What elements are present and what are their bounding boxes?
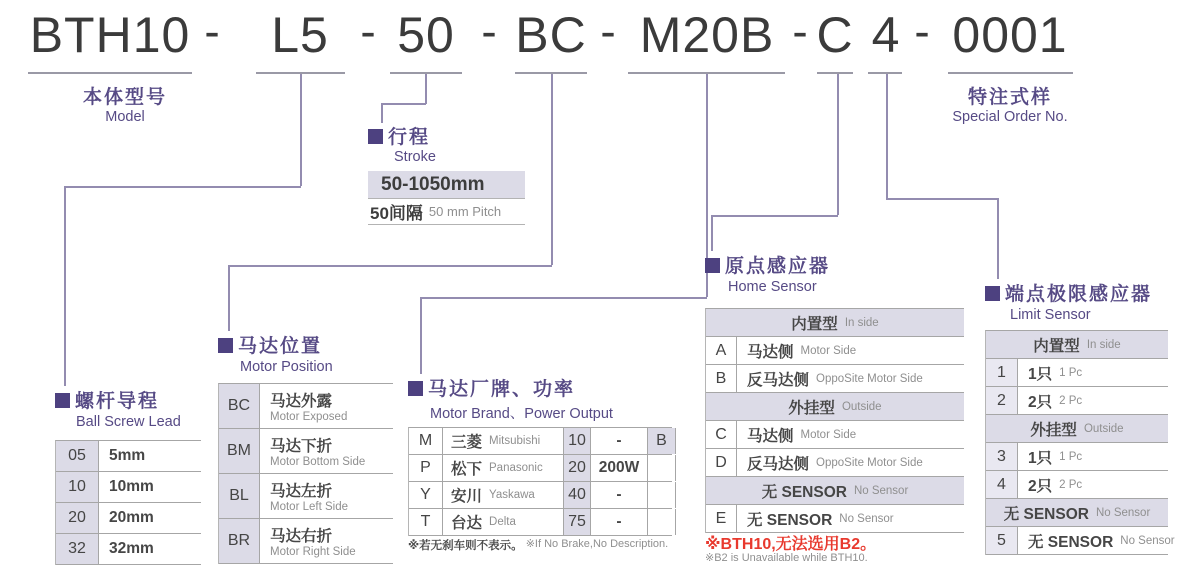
lead-value: 10mm bbox=[109, 478, 154, 495]
position-en: Motor Bottom Side bbox=[270, 456, 366, 468]
position-en: Motor Exposed bbox=[270, 411, 348, 423]
home-sensor-note-red: ※BTH10,无法选用B2。 bbox=[705, 536, 877, 553]
model-label-en: Model bbox=[105, 109, 145, 125]
home-sensor-table bbox=[705, 308, 964, 533]
table-row bbox=[219, 429, 393, 474]
motor-position-table bbox=[218, 383, 393, 564]
motor-position-title bbox=[218, 331, 322, 358]
sensor-en: No Sensor bbox=[1120, 534, 1175, 547]
position-en: Motor Left Side bbox=[270, 501, 348, 513]
ball-screw-lead-title-zh: 螺杆导程 bbox=[75, 391, 160, 412]
connector-limit-sensor bbox=[886, 74, 888, 198]
underline-limit-sensor bbox=[868, 72, 902, 74]
code-dash: - bbox=[204, 5, 220, 57]
position-code: BM bbox=[219, 429, 260, 473]
power-value: - bbox=[616, 432, 622, 449]
code-dash: - bbox=[914, 5, 930, 57]
motor-brand-footnote bbox=[408, 537, 668, 553]
code-dash: - bbox=[360, 5, 376, 57]
table-row bbox=[986, 359, 1168, 387]
sensor-zh: 1只 bbox=[1028, 449, 1053, 467]
lead-value: 32mm bbox=[109, 540, 154, 557]
brand-en: Mitsubishi bbox=[489, 435, 541, 447]
table-row bbox=[706, 505, 964, 533]
sensor-zh: 马达侧 bbox=[747, 427, 794, 445]
code-segment-lead: L5 bbox=[271, 7, 329, 63]
limit-sensor-title bbox=[985, 279, 1152, 306]
lead-code: 10 bbox=[56, 472, 99, 502]
table-row bbox=[56, 503, 201, 534]
sensor-code: 5 bbox=[986, 527, 1018, 554]
sensor-en: No Sensor bbox=[839, 512, 894, 525]
connector-lead bbox=[300, 74, 302, 186]
underline-home-sensor bbox=[817, 72, 853, 74]
sensor-code: D bbox=[706, 449, 737, 476]
position-en: Motor Right Side bbox=[270, 546, 356, 558]
footnote-zh: ※若无刹车则不表示。 bbox=[408, 540, 523, 552]
sensor-en: OppoSite Motor Side bbox=[816, 456, 923, 469]
connector-motor-position bbox=[228, 265, 230, 331]
position-zh: 马达下折 bbox=[270, 438, 333, 455]
sensor-en: OppoSite Motor Side bbox=[816, 372, 923, 385]
special-order-label-en: Special Order No. bbox=[952, 109, 1068, 125]
table-row bbox=[986, 527, 1175, 555]
position-code: BC bbox=[219, 384, 260, 428]
code-segment-limit-sensor: 4 bbox=[871, 7, 901, 63]
table-row bbox=[219, 474, 393, 519]
sensor-zh: 无 SENSOR bbox=[747, 511, 833, 529]
square-bullet-icon bbox=[368, 129, 383, 144]
brand-zh: 台达 bbox=[451, 515, 483, 532]
table-row bbox=[706, 393, 964, 421]
sensor-en: 1 Pc bbox=[1059, 366, 1083, 379]
sensor-zh: 反马达侧 bbox=[747, 371, 810, 389]
sensor-code: 2 bbox=[986, 387, 1018, 414]
brand-code: Y bbox=[409, 482, 443, 508]
connector-home-sensor bbox=[711, 215, 713, 251]
brake-code bbox=[648, 509, 676, 535]
limit-sensor-table bbox=[985, 330, 1175, 555]
table-row bbox=[986, 443, 1168, 471]
home-sensor-title-en: Home Sensor bbox=[728, 279, 817, 295]
lead-code: 32 bbox=[56, 534, 99, 564]
home-sensor-title bbox=[705, 251, 830, 278]
power-code: 75 bbox=[564, 509, 591, 535]
underline-special-order bbox=[948, 72, 1073, 74]
sensor-code: C bbox=[706, 421, 737, 448]
position-zh: 马达左折 bbox=[270, 483, 333, 500]
stroke-title-zh: 行程 bbox=[388, 127, 431, 148]
table-row bbox=[986, 415, 1168, 443]
connector-stroke bbox=[425, 74, 427, 104]
limit-sensor-title-en: Limit Sensor bbox=[1010, 307, 1091, 323]
sensor-en: Motor Side bbox=[800, 428, 857, 441]
table-row bbox=[56, 534, 201, 565]
sensor-zh: 1只 bbox=[1028, 365, 1053, 383]
table-row bbox=[986, 331, 1168, 359]
square-bullet-icon bbox=[705, 258, 720, 273]
square-bullet-icon bbox=[55, 393, 70, 408]
sensor-group-en: No Sensor bbox=[1095, 506, 1151, 519]
code-segment-special-order: 0001 bbox=[952, 7, 1068, 63]
sensor-code: 4 bbox=[986, 471, 1018, 498]
table-row bbox=[219, 384, 393, 429]
connector-home-sensor bbox=[837, 74, 839, 215]
brake-code bbox=[648, 455, 676, 481]
connector-home-sensor bbox=[711, 215, 838, 217]
power-code: 40 bbox=[564, 482, 591, 508]
table-row bbox=[706, 421, 964, 449]
brake-code: B bbox=[648, 428, 676, 454]
table-row bbox=[706, 309, 964, 337]
code-segment-home-sensor: C bbox=[816, 7, 854, 63]
table-row bbox=[706, 337, 964, 365]
sensor-code: E bbox=[706, 505, 737, 532]
brand-en: Yaskawa bbox=[489, 489, 535, 501]
code-segment-motor-brand: M20B bbox=[639, 7, 775, 63]
table-row bbox=[409, 428, 672, 455]
motor-position-title-en: Motor Position bbox=[240, 359, 333, 375]
sensor-code: A bbox=[706, 337, 737, 364]
power-value: 200W bbox=[598, 459, 640, 476]
brand-code: M bbox=[409, 428, 443, 454]
lead-value: 5mm bbox=[109, 447, 146, 464]
power-value: - bbox=[616, 486, 622, 503]
position-code: BR bbox=[219, 519, 260, 563]
home-sensor-title-zh: 原点感应器 bbox=[725, 256, 831, 277]
connector-limit-sensor bbox=[997, 198, 999, 279]
table-row bbox=[409, 455, 672, 482]
brand-en: Delta bbox=[489, 516, 516, 528]
sensor-group-en: In side bbox=[1086, 338, 1121, 351]
connector-motor-position bbox=[551, 74, 553, 265]
square-bullet-icon bbox=[218, 338, 233, 353]
table-row bbox=[986, 471, 1168, 499]
sensor-zh: 2只 bbox=[1028, 477, 1053, 495]
sensor-group-en: No Sensor bbox=[853, 484, 909, 497]
motor-brand-table bbox=[408, 427, 672, 536]
sensor-en: 2 Pc bbox=[1059, 394, 1083, 407]
stroke-range: 50-1050mm bbox=[368, 171, 525, 199]
sensor-en: 2 Pc bbox=[1059, 478, 1083, 491]
connector-motor-position bbox=[228, 265, 552, 267]
stroke-title bbox=[368, 122, 430, 149]
sensor-group-zh: 无 SENSOR bbox=[761, 483, 847, 501]
position-zh: 马达外露 bbox=[270, 393, 333, 410]
sensor-code: 1 bbox=[986, 359, 1018, 386]
code-segment-motor-position: BC bbox=[515, 7, 587, 63]
stroke-title-en: Stroke bbox=[394, 149, 436, 165]
model-label-zh: 本体型号 bbox=[82, 87, 168, 108]
connector-lead bbox=[64, 186, 301, 188]
code-segment-model: BTH10 bbox=[29, 7, 191, 63]
sensor-group-zh: 内置型 bbox=[1033, 337, 1080, 355]
ball-screw-lead-title bbox=[55, 386, 159, 413]
brand-en: Panasonic bbox=[489, 462, 543, 474]
brake-code bbox=[648, 482, 676, 508]
sensor-group-en: In side bbox=[844, 316, 879, 329]
connector-motor-brand bbox=[420, 297, 422, 374]
model-label bbox=[83, 82, 167, 125]
stroke-pitch-en: 50 mm Pitch bbox=[428, 204, 502, 219]
connector-stroke bbox=[381, 103, 426, 105]
table-row bbox=[986, 499, 1168, 527]
sensor-group-zh: 无 SENSOR bbox=[1003, 505, 1089, 523]
power-code: 10 bbox=[564, 428, 591, 454]
connector-motor-brand bbox=[420, 297, 707, 299]
sensor-code: B bbox=[706, 365, 737, 392]
limit-sensor-title-zh: 端点极限感应器 bbox=[1005, 284, 1153, 305]
footnote-en: ※If No Brake,No Description. bbox=[525, 538, 669, 550]
table-row bbox=[706, 477, 964, 505]
brand-code: T bbox=[409, 509, 443, 535]
sensor-group-zh: 外挂型 bbox=[1030, 421, 1077, 439]
power-code: 20 bbox=[564, 455, 591, 481]
table-row bbox=[56, 472, 201, 503]
underline-model bbox=[28, 72, 192, 74]
code-segment-stroke: 50 bbox=[397, 7, 455, 63]
brand-zh: 松下 bbox=[451, 461, 483, 478]
sensor-group-zh: 内置型 bbox=[791, 315, 838, 333]
table-row bbox=[56, 441, 201, 472]
code-dash: - bbox=[600, 5, 616, 57]
stroke-pitch bbox=[368, 199, 525, 225]
sensor-zh: 2只 bbox=[1028, 393, 1053, 411]
position-code: BL bbox=[219, 474, 260, 518]
sensor-zh: 马达侧 bbox=[747, 343, 794, 361]
sensor-group-en: Outside bbox=[1083, 422, 1124, 435]
motor-brand-title-zh: 马达厂牌、功率 bbox=[428, 379, 576, 400]
code-dash: - bbox=[481, 5, 497, 57]
sensor-group-en: Outside bbox=[841, 400, 882, 413]
sensor-code: 3 bbox=[986, 443, 1018, 470]
table-row bbox=[409, 482, 672, 509]
motor-position-title-zh: 马达位置 bbox=[238, 336, 323, 357]
sensor-zh: 反马达侧 bbox=[747, 455, 810, 473]
position-zh: 马达右折 bbox=[270, 528, 333, 545]
square-bullet-icon bbox=[985, 286, 1000, 301]
connector-limit-sensor bbox=[886, 198, 998, 200]
motor-brand-title bbox=[408, 374, 575, 401]
ball-screw-lead-title-en: Ball Screw Lead bbox=[76, 414, 181, 430]
sensor-zh: 无 SENSOR bbox=[1028, 533, 1114, 551]
table-row bbox=[409, 509, 672, 536]
square-bullet-icon bbox=[408, 381, 423, 396]
home-sensor-note-gray: ※B2 is Unavailable while BTH10. bbox=[705, 552, 868, 564]
brand-zh: 三菱 bbox=[451, 434, 483, 451]
lead-code: 20 bbox=[56, 503, 99, 533]
code-dash: - bbox=[792, 5, 808, 57]
connector-lead bbox=[64, 186, 66, 386]
lead-value: 20mm bbox=[109, 509, 154, 526]
special-order-label-zh: 特注式样 bbox=[967, 87, 1052, 108]
ball-screw-lead-table bbox=[55, 440, 201, 565]
table-row bbox=[986, 387, 1168, 415]
brand-zh: 安川 bbox=[451, 488, 483, 505]
brand-code: P bbox=[409, 455, 443, 481]
special-order-label bbox=[952, 82, 1067, 125]
sensor-en: Motor Side bbox=[800, 344, 857, 357]
table-row bbox=[706, 449, 964, 477]
stroke-pitch-zh: 50间隔 bbox=[370, 204, 423, 223]
connector-stroke bbox=[381, 103, 383, 123]
power-value: - bbox=[616, 513, 622, 530]
sensor-en: 1 Pc bbox=[1059, 450, 1083, 463]
sensor-group-zh: 外挂型 bbox=[788, 399, 835, 417]
lead-code: 05 bbox=[56, 441, 99, 471]
table-row bbox=[706, 365, 964, 393]
table-row bbox=[219, 519, 393, 564]
motor-brand-title-en: Motor Brand、Power Output bbox=[430, 406, 613, 422]
